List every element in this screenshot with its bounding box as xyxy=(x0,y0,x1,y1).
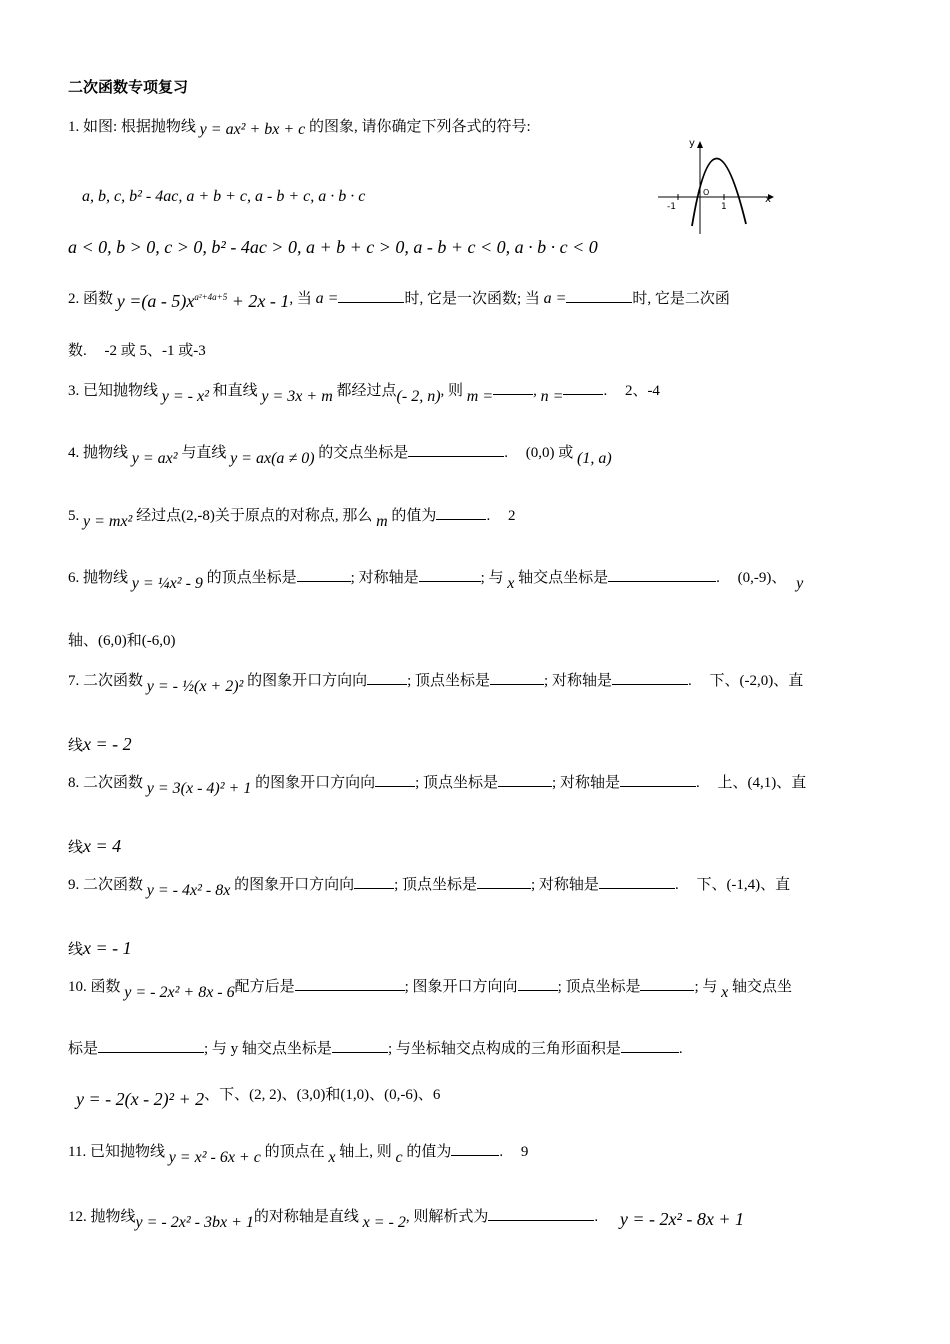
q1-expressions xyxy=(82,186,365,208)
q7-blank-vertex[interactable] xyxy=(490,670,544,685)
q8-text: ; 对称轴是 xyxy=(552,775,620,791)
q6-blank-axis[interactable] xyxy=(419,567,481,582)
q9-blank-direction[interactable] xyxy=(354,874,394,889)
q6-text: 的顶点坐标是 xyxy=(206,570,297,586)
q10-text: 10. 函数 xyxy=(68,979,121,995)
q10-answer-values: 、下、(2, 2)、(3,0)和(1,0)、(0,-6)、6 xyxy=(204,1087,441,1103)
q3-text: 和直线 xyxy=(212,383,258,399)
q6-text: 6. 抛物线 xyxy=(68,570,129,586)
question-5 xyxy=(68,505,516,530)
q11-c: c xyxy=(395,1149,403,1166)
q7-function: y = - ½(x + 2)² xyxy=(146,678,244,695)
q10-blank-y-intersection[interactable] xyxy=(332,1038,388,1053)
q10-blank-direction[interactable] xyxy=(518,976,558,991)
q7-blank-axis[interactable] xyxy=(612,670,688,685)
q3-text: . xyxy=(603,383,608,399)
q4-answer: (0,0) 或 xyxy=(525,445,574,461)
worksheet-title: 二次函数专项复习 xyxy=(68,80,189,96)
q5-text: 5. xyxy=(68,508,80,524)
q11-blank[interactable] xyxy=(451,1141,499,1156)
q7-text: 的图象开口方向向 xyxy=(247,673,368,689)
q7-text: 7. 二次函数 xyxy=(68,673,144,689)
q5-text: 的值为 xyxy=(391,508,437,524)
q12-answer: y = - 2x² - 8x + 1 xyxy=(619,1209,745,1229)
q12-text: . xyxy=(594,1209,599,1225)
q10-text: ; 与 xyxy=(694,979,718,995)
y-axis-label: y xyxy=(689,138,695,149)
q8-text: 的图象开口方向向 xyxy=(255,775,376,791)
q9-continuation xyxy=(68,937,132,961)
question-7 xyxy=(68,670,804,695)
q9-answer-axis: x = - 1 xyxy=(83,938,132,958)
q3-text: 3. 已知抛物线 xyxy=(68,383,159,399)
q3-blank-n[interactable] xyxy=(563,380,603,395)
q4-line: y = ax(a ≠ 0) xyxy=(230,450,315,467)
q9-text: ; 对称轴是 xyxy=(531,877,599,893)
q3-blank-m[interactable] xyxy=(493,380,533,395)
q2-text: , 当 xyxy=(289,291,312,307)
q1-text: 1. 如图: 根据抛物线 xyxy=(68,119,196,135)
question-10 xyxy=(68,976,793,1001)
q3-text: 都经过点 xyxy=(336,383,397,399)
q4-answer-point: (1, a) xyxy=(577,450,612,467)
q10-blank-x-intersections[interactable] xyxy=(98,1038,204,1053)
q11-text: 的值为 xyxy=(406,1144,452,1160)
q7-continuation xyxy=(68,733,132,757)
q7-answer: 线 xyxy=(68,738,84,754)
q10-text: 配方后是 xyxy=(234,979,295,995)
q1-text: 的图象, 请你确定下列各式的符号: xyxy=(309,119,531,135)
q11-x: x xyxy=(328,1149,336,1166)
q5-blank[interactable] xyxy=(436,505,486,520)
q6-continuation xyxy=(68,630,175,652)
q8-blank-vertex[interactable] xyxy=(498,772,552,787)
q11-answer: 9 xyxy=(520,1144,529,1160)
q1-answer xyxy=(68,236,598,260)
x-axis-label: x xyxy=(765,194,771,205)
q3-m: m = xyxy=(466,388,494,405)
q6-text: . xyxy=(716,570,720,586)
origin-label: O xyxy=(703,188,710,197)
q10-text: ; 图象开口方向向 xyxy=(404,979,518,995)
q9-text: 9. 二次函数 xyxy=(68,877,144,893)
q10-text: 轴交点坐 xyxy=(732,979,793,995)
q6-text: ; 对称轴是 xyxy=(350,570,419,586)
q10-x: x xyxy=(721,984,729,1001)
q2-blank-2[interactable] xyxy=(566,288,632,303)
question-3 xyxy=(68,380,660,405)
question-12 xyxy=(68,1204,745,1231)
q12-function: y = - 2x² - 3bx + 1 xyxy=(135,1214,254,1231)
q4-text: . xyxy=(504,445,509,461)
q10-blank-vertex[interactable] xyxy=(640,976,694,991)
q7-text: ; 顶点坐标是 xyxy=(407,673,491,689)
q10-text: ; 与 y 轴交点坐标是 xyxy=(204,1041,332,1057)
q8-text: ; 顶点坐标是 xyxy=(415,775,499,791)
q5-text: 经过点(2,-8)关于原点的对称点, 那么 xyxy=(136,508,373,524)
q3-point: (- 2, n) xyxy=(396,388,441,405)
q8-text: . xyxy=(695,775,700,791)
question-9 xyxy=(68,874,791,899)
q12-axis: x = - 2 xyxy=(362,1214,406,1231)
q4-text: 的交点坐标是 xyxy=(318,445,409,461)
q7-blank-direction[interactable] xyxy=(367,670,407,685)
q9-answer: 线 xyxy=(68,942,84,958)
q10-function: y = - 2x² + 8x - 6 xyxy=(124,984,235,1001)
q12-text: , 则解析式为 xyxy=(405,1209,489,1225)
q6-answer-y: y xyxy=(796,575,804,592)
q3-line: y = 3x + m xyxy=(261,388,333,405)
q9-text: 的图象开口方向向 xyxy=(234,877,355,893)
q6-blank-vertex[interactable] xyxy=(297,567,351,582)
q9-function: y = - 4x² - 8x xyxy=(146,882,231,899)
q2-text: 时, 它是二次函 xyxy=(632,291,730,307)
q2-a: a = xyxy=(543,290,567,307)
q2-a: a = xyxy=(315,290,339,307)
q2-text: 数. xyxy=(68,343,87,359)
q7-answer-axis: x = - 2 xyxy=(83,734,132,754)
q1-parabola: y = ax² + bx + c xyxy=(199,121,306,138)
q7-text: . xyxy=(687,673,692,689)
q7-text: ; 对称轴是 xyxy=(544,673,612,689)
q11-function: y = x² - 6x + c xyxy=(168,1149,261,1166)
x-tick-label-neg-1: -1 xyxy=(667,202,676,212)
q1-expression-list: a, b, c, b² - 4ac, a + b + c, a - b + c, a · b · c xyxy=(82,188,366,205)
q4-text: 与直线 xyxy=(181,445,227,461)
question-1 xyxy=(68,116,531,138)
q10-text: ; 顶点坐标是 xyxy=(557,979,641,995)
q6-blank-intersections[interactable] xyxy=(608,567,716,582)
q9-answer: 下、(-1,4)、直 xyxy=(696,877,791,893)
question-6 xyxy=(68,567,804,592)
q3-text: , xyxy=(533,383,537,399)
q8-text: 8. 二次函数 xyxy=(68,775,144,791)
q9-blank-vertex[interactable] xyxy=(477,874,531,889)
parabola-figure xyxy=(655,134,775,236)
q10-text: . xyxy=(678,1041,683,1057)
q6-text: 轴交点坐标是 xyxy=(518,570,609,586)
q8-blank-axis[interactable] xyxy=(620,772,696,787)
q6-text: ; 与 xyxy=(480,570,504,586)
q8-function: y = 3(x - 4)² + 1 xyxy=(146,780,252,797)
question-2 xyxy=(68,282,730,310)
q5-answer: 2 xyxy=(507,508,516,524)
q10-answer xyxy=(76,1082,441,1109)
q2-answer: -2 或 5、-1 或-3 xyxy=(104,343,206,359)
q8-answer: 线 xyxy=(68,840,84,856)
q11-text: 的顶点在 xyxy=(264,1144,325,1160)
q9-text: . xyxy=(674,877,679,893)
x-tick-label-1: 1 xyxy=(721,202,727,212)
q11-text: . xyxy=(499,1144,504,1160)
question-8 xyxy=(68,772,807,797)
q10-text: 标是 xyxy=(68,1041,99,1057)
q10-answer-vertex-form: y = - 2(x - 2)² + 2 xyxy=(76,1089,205,1109)
q11-text: 11. 已知抛物线 xyxy=(68,1144,165,1160)
q12-blank[interactable] xyxy=(488,1206,594,1221)
q10-blank-vertex-form[interactable] xyxy=(295,976,405,991)
q5-function: y = mx² xyxy=(83,513,133,530)
q11-text: 轴上, 则 xyxy=(339,1144,392,1160)
q10-blank-area[interactable] xyxy=(621,1038,679,1053)
y-axis-arrow xyxy=(697,141,703,148)
q2-continuation xyxy=(68,340,206,362)
q12-text: 12. 抛物线 xyxy=(68,1209,136,1225)
q9-text: ; 顶点坐标是 xyxy=(394,877,478,893)
q2-text: 时, 它是一次函数; 当 xyxy=(404,291,540,307)
q5-text: . xyxy=(486,508,491,524)
q9-blank-axis[interactable] xyxy=(599,874,675,889)
q8-continuation xyxy=(68,835,121,859)
q8-blank-direction[interactable] xyxy=(375,772,415,787)
q3-answer: 2、-4 xyxy=(624,383,660,399)
q4-parabola: y = ax² xyxy=(131,450,178,467)
q12-text: 的对称轴是直线 xyxy=(253,1209,359,1225)
q6-x: x xyxy=(507,575,515,592)
q8-answer: 上、(4,1)、直 xyxy=(717,775,807,791)
q6-function: y = ¼x² - 9 xyxy=(131,575,203,592)
q6-answer: 轴、(6,0)和(-6,0) xyxy=(68,633,176,649)
q4-blank[interactable] xyxy=(408,442,504,457)
q2-function: $y =(a - 5)x^{a^2+4a+5} + 2x - 1$ xyxy=(116,291,290,311)
q1-answer-signs: a < 0, b > 0, c > 0, b² - 4ac > 0, a + b + c > 0, a - b + c < 0, a · b · c < 0 xyxy=(68,237,598,257)
q3-parabola: y = - x² xyxy=(161,388,209,405)
q5-m: m xyxy=(376,513,388,530)
q4-text: 4. 抛物线 xyxy=(68,445,129,461)
question-4 xyxy=(68,442,612,467)
q10-text: ; 与坐标轴交点构成的三角形面积是 xyxy=(387,1041,621,1057)
q6-answer: (0,-9)、 xyxy=(737,570,787,586)
q2-blank-1[interactable] xyxy=(338,288,404,303)
q3-text: , 则 xyxy=(440,383,464,399)
q2-text: 2. 函数 xyxy=(68,291,114,307)
question-11 xyxy=(68,1141,529,1166)
q3-n: n = xyxy=(540,388,564,405)
q10-continuation xyxy=(68,1038,683,1060)
q8-answer-axis: x = 4 xyxy=(83,836,122,856)
q7-answer: 下、(-2,0)、直 xyxy=(709,673,804,689)
